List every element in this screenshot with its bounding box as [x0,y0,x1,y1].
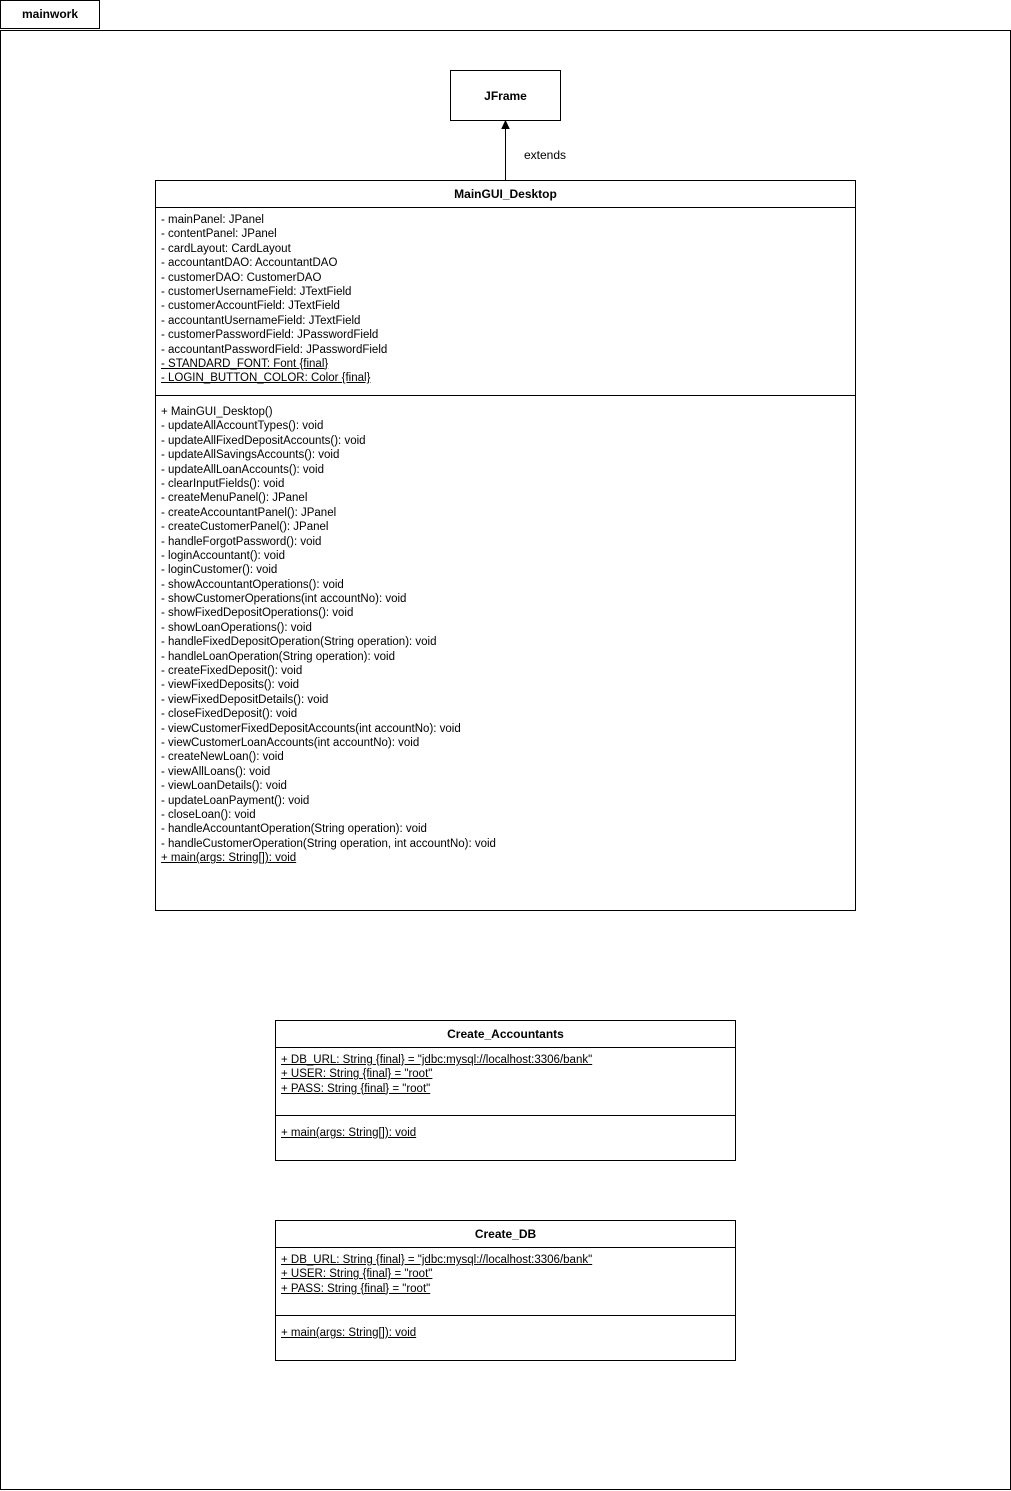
extends-arrow-head [502,121,509,129]
attribute-item: + PASS: String {final} = "root" [281,1282,431,1295]
method-item: + main(args: String[]): void [161,852,297,865]
method-item: - updateAllLoanAccounts(): void [161,463,325,476]
attribute-item: - customerPasswordField: JPasswordField [161,329,379,342]
attribute-item: - cardLayout: CardLayout [161,242,291,255]
method-item: - handleLoanOperation(String operation): void [161,650,395,663]
attribute-item: - STANDARD_FONT: Font {final} [161,357,329,370]
method-item: - showFixedDepositOperations(): void [161,607,354,620]
methods-section [276,1316,735,1340]
attribute-item: + USER: String {final} = "root" [281,1268,433,1281]
method-item: - createMenuPanel(): JPanel [161,492,308,505]
class-create-accountants[interactable] [275,1020,736,1161]
attribute-item: - accountantPasswordField: JPasswordField [161,343,388,356]
method-item: - loginCustomer(): void [161,564,278,577]
class-title: Create_DB [276,1221,735,1248]
method-item: - viewCustomerLoanAccounts(int accountNo): void [161,736,420,749]
attributes-section [156,208,855,396]
class-title: MainGUI_Desktop [156,181,855,208]
class-jframe-name: JFrame [484,88,527,103]
class-maingui-desktop[interactable] [155,180,856,911]
method-item: - clearInputFields(): void [161,477,285,490]
method-item: - showAccountantOperations(): void [161,578,344,591]
attribute-item: - accountantUsernameField: JTextField [161,314,361,327]
attribute-item: + DB_URL: String {final} = "jdbc:mysql://localhost:3306/bank" [281,1254,593,1266]
attribute-item: - customerUsernameField: JTextField [161,285,352,298]
attribute-item: + PASS: String {final} = "root" [281,1082,431,1095]
method-item: - viewFixedDepositDetails(): void [161,693,329,706]
method-item: - updateAllFixedDepositAccounts(): void [161,434,366,447]
methods-section [156,396,855,866]
attribute-item: - mainPanel: JPanel [161,214,264,226]
method-item: + MainGUI_Desktop() [161,406,273,418]
method-item: - createNewLoan(): void [161,751,284,764]
attributes-section [276,1248,735,1316]
method-item: - viewLoanDetails(): void [161,780,287,793]
method-item: - handleAccountantOperation(String operation): void [161,823,427,836]
method-item: - loginAccountant(): void [161,549,286,562]
method-item: - updateLoanPayment(): void [161,794,310,807]
method-item: - showLoanOperations(): void [161,621,312,634]
attribute-item: - customerDAO: CustomerDAO [161,271,322,284]
method-item: - viewFixedDeposits(): void [161,679,300,692]
class-create-db[interactable] [275,1220,736,1361]
method-item: - closeLoan(): void [161,808,256,821]
method-item: - viewCustomerFixedDepositAccounts(int accountNo): void [161,722,461,735]
method-item: - createFixedDeposit(): void [161,665,303,678]
method-item: - viewAllLoans(): void [161,765,271,778]
method-item: - createCustomerPanel(): JPanel [161,521,329,534]
methods-section [276,1116,735,1140]
package-tab[interactable]: mainwork [0,0,100,29]
method-item: - handleForgotPassword(): void [161,535,322,548]
attribute-item: - accountantDAO: AccountantDAO [161,257,338,270]
method-item: - createAccountantPanel(): JPanel [161,506,337,519]
method-item: - updateAllSavingsAccounts(): void [161,449,340,462]
attribute-item: + USER: String {final} = "root" [281,1068,433,1081]
attributes-section [276,1048,735,1116]
method-item: - handleFixedDepositOperation(String operation): void [161,636,437,649]
method-item: - showCustomerOperations(int accountNo): void [161,593,407,606]
method-item: + main(args: String[]): void [281,1327,417,1339]
attribute-item: + DB_URL: String {final} = "jdbc:mysql://localhost:3306/bank" [281,1054,593,1066]
attribute-item: - contentPanel: JPanel [161,228,277,241]
method-item: - closeFixedDeposit(): void [161,708,298,721]
method-item: + main(args: String[]): void [281,1127,417,1139]
attribute-item: - customerAccountField: JTextField [161,300,340,313]
attribute-item: - LOGIN_BUTTON_COLOR: Color {final} [161,372,371,385]
method-item: - handleCustomerOperation(String operation, int accountNo): void [161,837,496,850]
class-title: Create_Accountants [276,1021,735,1048]
extends-label: extends [524,148,567,162]
method-item: - updateAllAccountTypes(): void [161,420,324,433]
